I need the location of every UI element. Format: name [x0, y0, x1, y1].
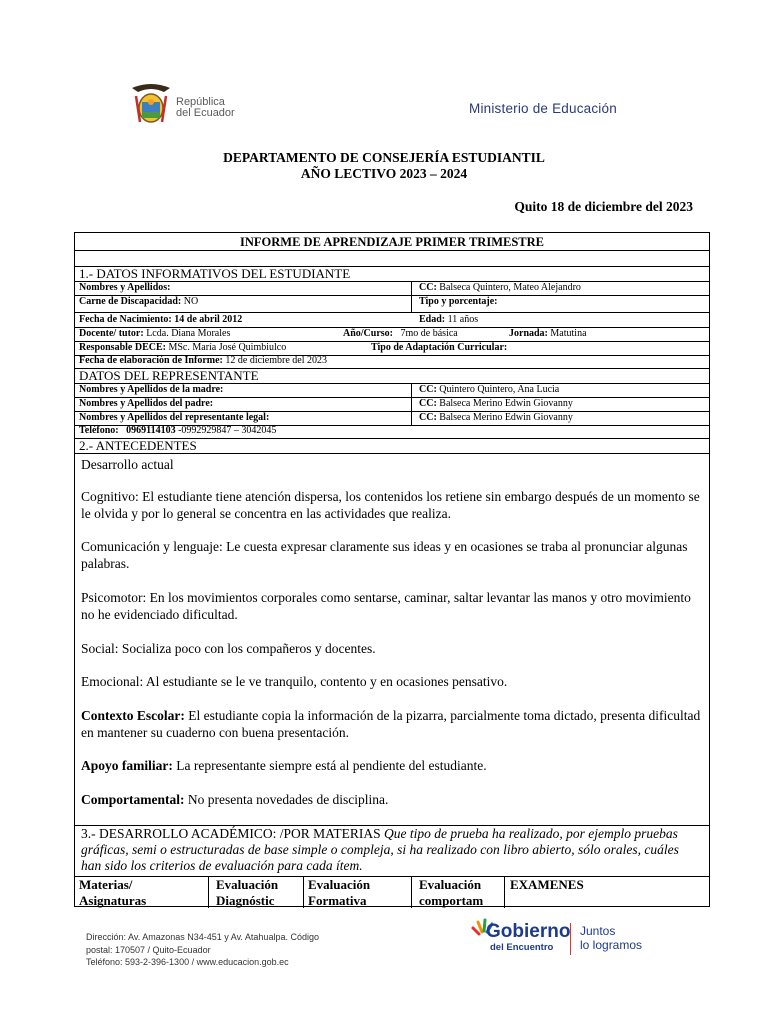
report-title: INFORME DE APRENDIZAJE PRIMER TRIMESTRE — [240, 235, 544, 249]
phone-field: Teléfono: 0969114103 -0992929847 – 3042045 — [79, 425, 277, 436]
col-subjects: Materias/ Asignaturas — [79, 877, 147, 908]
section-1-heading: 1.- DATOS INFORMATIVOS DEL ESTUDIANTE — [79, 266, 351, 281]
report-date: Quito 18 de diciembre del 2023 — [514, 199, 693, 214]
course-field: Año/Curso: 7mo de básica — [343, 328, 458, 339]
ministry-name: Ministerio de Educación — [469, 101, 617, 116]
tutor-field: Docente/ tutor: Lcda. Diana Morales — [79, 328, 231, 339]
col-formative: Evaluación Formativa — [308, 877, 371, 908]
representative-heading: DATOS DEL REPRESENTANTE — [79, 368, 259, 383]
mother-cc: CC: Quintero Quintero, Ana Lucia — [419, 384, 560, 395]
col-behavioral: Evaluación comportam — [419, 877, 484, 908]
psychomotor-paragraph: Psicomotor: En los movimientos corporales como sentarse, caminar, saltar levantar las manos y otro movimiento no he evidenciado dificultad. — [81, 590, 691, 622]
cognitive-paragraph: Cognitivo: El estudiante tiene atención dispersa, los contenidos los retiene sin embargo después de un momento se le olvida y por lo general se concentra en las actividades que realiza. — [81, 489, 700, 521]
social-paragraph: Social: Socializa poco con los compañeros y docentes. — [81, 641, 376, 656]
report-table — [74, 232, 710, 907]
disability-field: Carne de Discapacidad: NO — [79, 296, 199, 307]
shift-field: Jornada: Matutina — [509, 328, 587, 339]
development-title: Desarrollo actual — [81, 457, 174, 472]
birth-date: Fecha de Nacimiento: 14 de abril 2012 — [79, 314, 243, 325]
footer-address: Dirección: Av. Amazonas N34-451 y Av. Atahualpa. Código postal: 170507 / Quito-Ecuador Teléfono: 593-2-396-1300 / www.educacion.gob.ec — [86, 932, 319, 967]
family-support-paragraph: Apoyo familiar: La representante siempre está al pendiente del estudiante. — [81, 758, 487, 773]
section-3-heading: 3.- DESARROLLO ACADÉMICO: /POR MATERIAS Que tipo de prueba ha realizado, por ejemplo pruebas gráficas, semi o estructuradas de base simple o compleja, si ha realizado con libro abierto, sólo orales, cuáles han sido los criterios de evaluación para cada ítem. — [81, 826, 679, 873]
gobierno-text: Gobierno — [486, 921, 571, 942]
school-year: AÑO LECTIVO 2023 – 2024 — [300, 166, 468, 181]
age-field: Edad: 11 años — [419, 314, 479, 325]
father-label: Nombres y Apellidos del padre: — [79, 398, 214, 409]
names-label: Nombres y Apellidos: — [79, 282, 171, 293]
curricular-adaptation-label: Tipo de Adaptación Curricular: — [371, 342, 508, 353]
communication-paragraph: Comunicación y lenguaje: Le cuesta expresar claramente sus ideas y en ocasiones se traba al pronunciar algunas palabras. — [81, 539, 688, 571]
col-exams: EXAMENES — [510, 877, 584, 892]
legal-rep-label: Nombres y Apellidos del representante legal: — [79, 412, 270, 423]
del-encuentro-text: del Encuentro — [490, 942, 554, 953]
emotional-paragraph: Emocional: Al estudiante se le ve tranquilo, contento y en ocasiones pensativo. — [81, 674, 508, 689]
department-title: DEPARTAMENTO DE CONSEJERÍA ESTUDIANTIL — [223, 150, 545, 165]
type-percentage-label: Tipo y porcentaje: — [419, 296, 498, 307]
behavior-paragraph: Comportamental: No presenta novedades de disciplina. — [81, 792, 389, 807]
slogan-text: Juntos lo logramos — [580, 924, 643, 952]
ecuador-coat-of-arms-logo — [128, 82, 174, 126]
elaboration-date: Fecha de elaboración de Informe: 12 de diciembre del 2023 — [79, 355, 328, 366]
logo-divider — [570, 923, 571, 955]
col-diagnostic: Evaluación Diagnóstic — [216, 877, 279, 908]
student-cc: CC: Balseca Quintero, Mateo Alejandro — [419, 282, 581, 293]
dece-field: Responsable DECE: MSc. María José Quimbiulco — [79, 342, 287, 353]
father-cc: CC: Balseca Merino Edwin Giovanny — [419, 398, 573, 409]
republica-del-ecuador-text: República del Ecuador — [176, 96, 235, 119]
school-context-paragraph: Contexto Escolar: El estudiante copia la información de la pizarra, parcialmente toma dictado, presenta dificultad en mantener su cuaderno con buena presentación. — [81, 708, 701, 740]
gobierno-del-encuentro-logo — [470, 914, 650, 966]
legal-rep-cc: CC: Balseca Merino Edwin Giovanny — [419, 412, 573, 423]
section-2-heading: 2.- ANTECEDENTES — [79, 438, 197, 453]
mother-label: Nombres y Apellidos de la madre: — [79, 384, 224, 395]
